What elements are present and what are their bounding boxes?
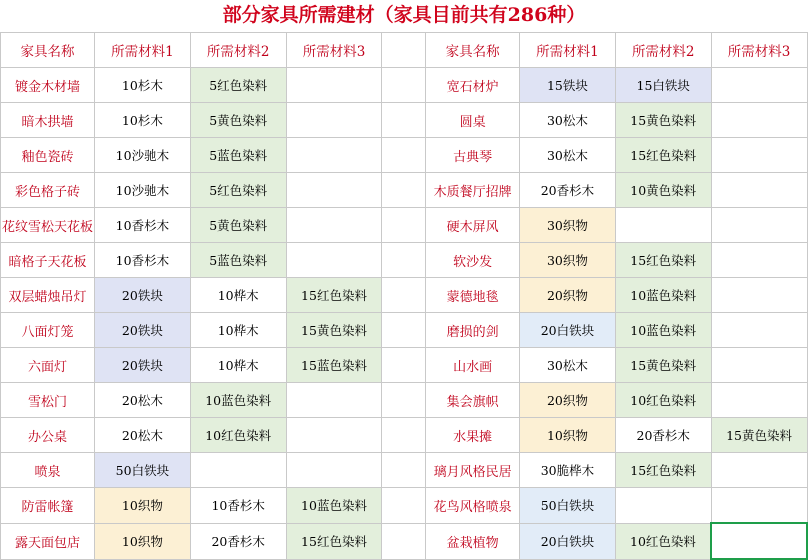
material-1-cell[interactable]: 20白铁块 bbox=[520, 313, 616, 348]
material-2-cell[interactable]: 10红色染料 bbox=[615, 383, 711, 418]
material-2-cell[interactable]: 10蓝色染料 bbox=[615, 278, 711, 313]
furniture-name-cell[interactable]: 水果摊 bbox=[426, 418, 520, 453]
material-3-cell[interactable] bbox=[711, 313, 807, 348]
material-1-cell[interactable]: 20铁块 bbox=[94, 313, 190, 348]
material-1-cell[interactable]: 10杉木 bbox=[94, 103, 190, 138]
furniture-name-cell[interactable]: 暗格子天花板 bbox=[1, 243, 95, 278]
header-spacer[interactable] bbox=[382, 33, 426, 68]
material-2-cell[interactable]: 10香杉木 bbox=[190, 488, 286, 524]
material-2-cell[interactable]: 5黄色染料 bbox=[190, 103, 286, 138]
furniture-name-cell[interactable]: 办公桌 bbox=[1, 418, 95, 453]
material-3-cell[interactable]: 15黄色染料 bbox=[286, 313, 382, 348]
furniture-name-cell[interactable]: 宽石材炉 bbox=[426, 68, 520, 103]
material-1-cell[interactable]: 20铁块 bbox=[94, 348, 190, 383]
material-1-cell[interactable]: 30织物 bbox=[520, 208, 616, 243]
furniture-name-cell[interactable]: 盆栽植物 bbox=[426, 523, 520, 559]
furniture-name-cell[interactable]: 露天面包店 bbox=[1, 523, 95, 559]
header-right-material-1[interactable]: 所需材料1 bbox=[520, 33, 616, 68]
furniture-name-cell[interactable]: 圆桌 bbox=[426, 103, 520, 138]
material-1-cell[interactable]: 10织物 bbox=[94, 488, 190, 524]
material-1-cell[interactable]: 10香杉木 bbox=[94, 208, 190, 243]
material-2-cell[interactable] bbox=[615, 488, 711, 524]
header-right-material-2[interactable]: 所需材料2 bbox=[615, 33, 711, 68]
material-2-cell[interactable]: 20香杉木 bbox=[190, 523, 286, 559]
spacer-cell[interactable] bbox=[382, 68, 426, 103]
material-3-cell[interactable] bbox=[711, 68, 807, 103]
material-3-cell[interactable] bbox=[711, 103, 807, 138]
furniture-name-cell[interactable]: 山水画 bbox=[426, 348, 520, 383]
table-row bbox=[1, 278, 808, 313]
material-3-cell[interactable] bbox=[711, 523, 807, 559]
table-row bbox=[1, 173, 808, 208]
spacer-cell[interactable] bbox=[382, 103, 426, 138]
material-3-cell[interactable] bbox=[711, 173, 807, 208]
furniture-name-cell[interactable]: 璃月风格民居 bbox=[426, 453, 520, 488]
material-1-cell[interactable]: 30脆桦木 bbox=[520, 453, 616, 488]
material-3-cell[interactable] bbox=[286, 208, 382, 243]
material-3-cell[interactable] bbox=[286, 243, 382, 278]
furniture-name-cell[interactable]: 硬木屏风 bbox=[426, 208, 520, 243]
furniture-name-cell[interactable]: 釉色瓷砖 bbox=[1, 138, 95, 173]
material-2-cell[interactable]: 10桦木 bbox=[190, 278, 286, 313]
material-1-cell[interactable]: 10杉木 bbox=[94, 68, 190, 103]
furniture-name-cell[interactable]: 软沙发 bbox=[426, 243, 520, 278]
material-1-cell[interactable]: 20白铁块 bbox=[520, 523, 616, 559]
material-3-cell[interactable] bbox=[286, 173, 382, 208]
furniture-name-cell[interactable]: 彩色格子砖 bbox=[1, 173, 95, 208]
table-row bbox=[1, 313, 808, 348]
spacer-cell[interactable] bbox=[382, 488, 426, 524]
furniture-name-cell[interactable]: 镀金木材墙 bbox=[1, 68, 95, 103]
table-row bbox=[1, 523, 808, 559]
sheet-title: 部分家具所需建材（家具目前共有286种） bbox=[222, 4, 586, 26]
material-2-cell[interactable]: 5黄色染料 bbox=[190, 208, 286, 243]
furniture-name-cell[interactable]: 喷泉 bbox=[1, 453, 95, 488]
material-1-cell[interactable]: 20香杉木 bbox=[520, 173, 616, 208]
material-3-cell[interactable] bbox=[711, 488, 807, 524]
material-1-cell[interactable]: 30织物 bbox=[520, 243, 616, 278]
material-1-cell[interactable]: 50白铁块 bbox=[520, 488, 616, 524]
material-3-cell[interactable]: 10蓝色染料 bbox=[286, 488, 382, 524]
spacer-cell[interactable] bbox=[382, 523, 426, 559]
furniture-name-cell[interactable]: 暗木拱墙 bbox=[1, 103, 95, 138]
material-1-cell[interactable]: 30松木 bbox=[520, 103, 616, 138]
material-1-cell[interactable]: 20松木 bbox=[94, 418, 190, 453]
material-1-cell[interactable]: 15铁块 bbox=[520, 68, 616, 103]
table-row bbox=[1, 383, 808, 418]
material-2-cell[interactable] bbox=[190, 453, 286, 488]
material-1-cell[interactable]: 20织物 bbox=[520, 278, 616, 313]
spacer-cell[interactable] bbox=[382, 173, 426, 208]
materials-table bbox=[0, 32, 808, 560]
furniture-name-cell[interactable]: 雪松门 bbox=[1, 383, 95, 418]
table-row bbox=[1, 138, 808, 173]
material-3-cell[interactable] bbox=[286, 68, 382, 103]
furniture-name-cell[interactable]: 蒙德地毯 bbox=[426, 278, 520, 313]
material-3-cell[interactable] bbox=[286, 453, 382, 488]
furniture-name-cell[interactable]: 花鸟风格喷泉 bbox=[426, 488, 520, 524]
spacer-cell[interactable] bbox=[382, 453, 426, 488]
material-2-cell[interactable]: 10桦木 bbox=[190, 348, 286, 383]
header-left-material-2[interactable]: 所需材料2 bbox=[190, 33, 286, 68]
material-1-cell[interactable]: 10沙驰木 bbox=[94, 138, 190, 173]
material-2-cell[interactable]: 15黄色染料 bbox=[615, 348, 711, 383]
material-1-cell[interactable]: 50白铁块 bbox=[94, 453, 190, 488]
material-2-cell[interactable]: 15黄色染料 bbox=[615, 103, 711, 138]
header-left-name[interactable]: 家具名称 bbox=[1, 33, 95, 68]
material-3-cell[interactable] bbox=[286, 383, 382, 418]
material-3-cell[interactable] bbox=[286, 138, 382, 173]
material-3-cell[interactable] bbox=[711, 348, 807, 383]
material-3-cell[interactable] bbox=[286, 418, 382, 453]
spacer-cell[interactable] bbox=[382, 278, 426, 313]
furniture-name-cell[interactable]: 集会旗帜 bbox=[426, 383, 520, 418]
material-3-cell[interactable] bbox=[711, 383, 807, 418]
table-row bbox=[1, 243, 808, 278]
material-2-cell[interactable]: 5蓝色染料 bbox=[190, 138, 286, 173]
table-row bbox=[1, 103, 808, 138]
material-1-cell[interactable]: 10织物 bbox=[520, 418, 616, 453]
material-2-cell[interactable]: 15红色染料 bbox=[615, 138, 711, 173]
material-2-cell[interactable]: 10蓝色染料 bbox=[190, 383, 286, 418]
material-1-cell[interactable]: 30松木 bbox=[520, 138, 616, 173]
material-2-cell[interactable]: 5红色染料 bbox=[190, 173, 286, 208]
material-3-cell[interactable]: 15蓝色染料 bbox=[286, 348, 382, 383]
material-2-cell[interactable]: 5蓝色染料 bbox=[190, 243, 286, 278]
material-2-cell[interactable]: 20香杉木 bbox=[615, 418, 711, 453]
material-1-cell[interactable]: 30松木 bbox=[520, 348, 616, 383]
furniture-name-cell[interactable]: 六面灯 bbox=[1, 348, 95, 383]
material-1-cell[interactable]: 20铁块 bbox=[94, 278, 190, 313]
furniture-name-cell[interactable]: 双层蜡烛吊灯 bbox=[1, 278, 95, 313]
material-3-cell[interactable] bbox=[711, 208, 807, 243]
material-2-cell[interactable]: 10红色染料 bbox=[615, 523, 711, 559]
material-1-cell[interactable]: 20织物 bbox=[520, 383, 616, 418]
material-2-cell[interactable]: 15红色染料 bbox=[615, 243, 711, 278]
material-3-cell[interactable] bbox=[711, 278, 807, 313]
spacer-cell[interactable] bbox=[382, 243, 426, 278]
material-3-cell[interactable] bbox=[711, 138, 807, 173]
table-row bbox=[1, 488, 808, 524]
furniture-name-cell[interactable]: 防雷帐篷 bbox=[1, 488, 95, 524]
material-2-cell[interactable]: 10黄色染料 bbox=[615, 173, 711, 208]
header-left-material-1[interactable]: 所需材料1 bbox=[94, 33, 190, 68]
table-row bbox=[1, 418, 808, 453]
header-right-material-3[interactable]: 所需材料3 bbox=[711, 33, 807, 68]
material-3-cell[interactable]: 15红色染料 bbox=[286, 523, 382, 559]
material-2-cell[interactable]: 5红色染料 bbox=[190, 68, 286, 103]
furniture-name-cell[interactable]: 磨损的剑 bbox=[426, 313, 520, 348]
spacer-cell[interactable] bbox=[382, 418, 426, 453]
furniture-name-cell[interactable]: 八面灯笼 bbox=[1, 313, 95, 348]
material-2-cell[interactable]: 15红色染料 bbox=[615, 453, 711, 488]
material-1-cell[interactable]: 10香杉木 bbox=[94, 243, 190, 278]
furniture-name-cell[interactable]: 花纹雪松天花板 bbox=[1, 208, 95, 243]
furniture-name-cell[interactable]: 木质餐厅招牌 bbox=[426, 173, 520, 208]
spacer-cell[interactable] bbox=[382, 138, 426, 173]
material-3-cell[interactable] bbox=[711, 243, 807, 278]
material-2-cell[interactable]: 10桦木 bbox=[190, 313, 286, 348]
furniture-name-cell[interactable]: 古典琴 bbox=[426, 138, 520, 173]
spacer-cell[interactable] bbox=[382, 383, 426, 418]
material-3-cell[interactable] bbox=[711, 453, 807, 488]
spacer-cell[interactable] bbox=[382, 208, 426, 243]
header-left-material-3[interactable]: 所需材料3 bbox=[286, 33, 382, 68]
material-1-cell[interactable]: 10织物 bbox=[94, 523, 190, 559]
material-2-cell[interactable]: 10蓝色染料 bbox=[615, 313, 711, 348]
table-row bbox=[1, 348, 808, 383]
material-1-cell[interactable]: 20松木 bbox=[94, 383, 190, 418]
table-row bbox=[1, 68, 808, 103]
material-3-cell[interactable]: 15黄色染料 bbox=[711, 418, 807, 453]
material-1-cell[interactable]: 10沙驰木 bbox=[94, 173, 190, 208]
table-row bbox=[1, 208, 808, 243]
table-row bbox=[1, 453, 808, 488]
material-2-cell[interactable]: 10红色染料 bbox=[190, 418, 286, 453]
header-row bbox=[1, 33, 808, 68]
spacer-cell[interactable] bbox=[382, 348, 426, 383]
spacer-cell[interactable] bbox=[382, 313, 426, 348]
material-2-cell[interactable] bbox=[615, 208, 711, 243]
material-2-cell[interactable]: 15白铁块 bbox=[615, 68, 711, 103]
material-3-cell[interactable]: 15红色染料 bbox=[286, 278, 382, 313]
header-right-name[interactable]: 家具名称 bbox=[426, 33, 520, 68]
material-3-cell[interactable] bbox=[286, 103, 382, 138]
